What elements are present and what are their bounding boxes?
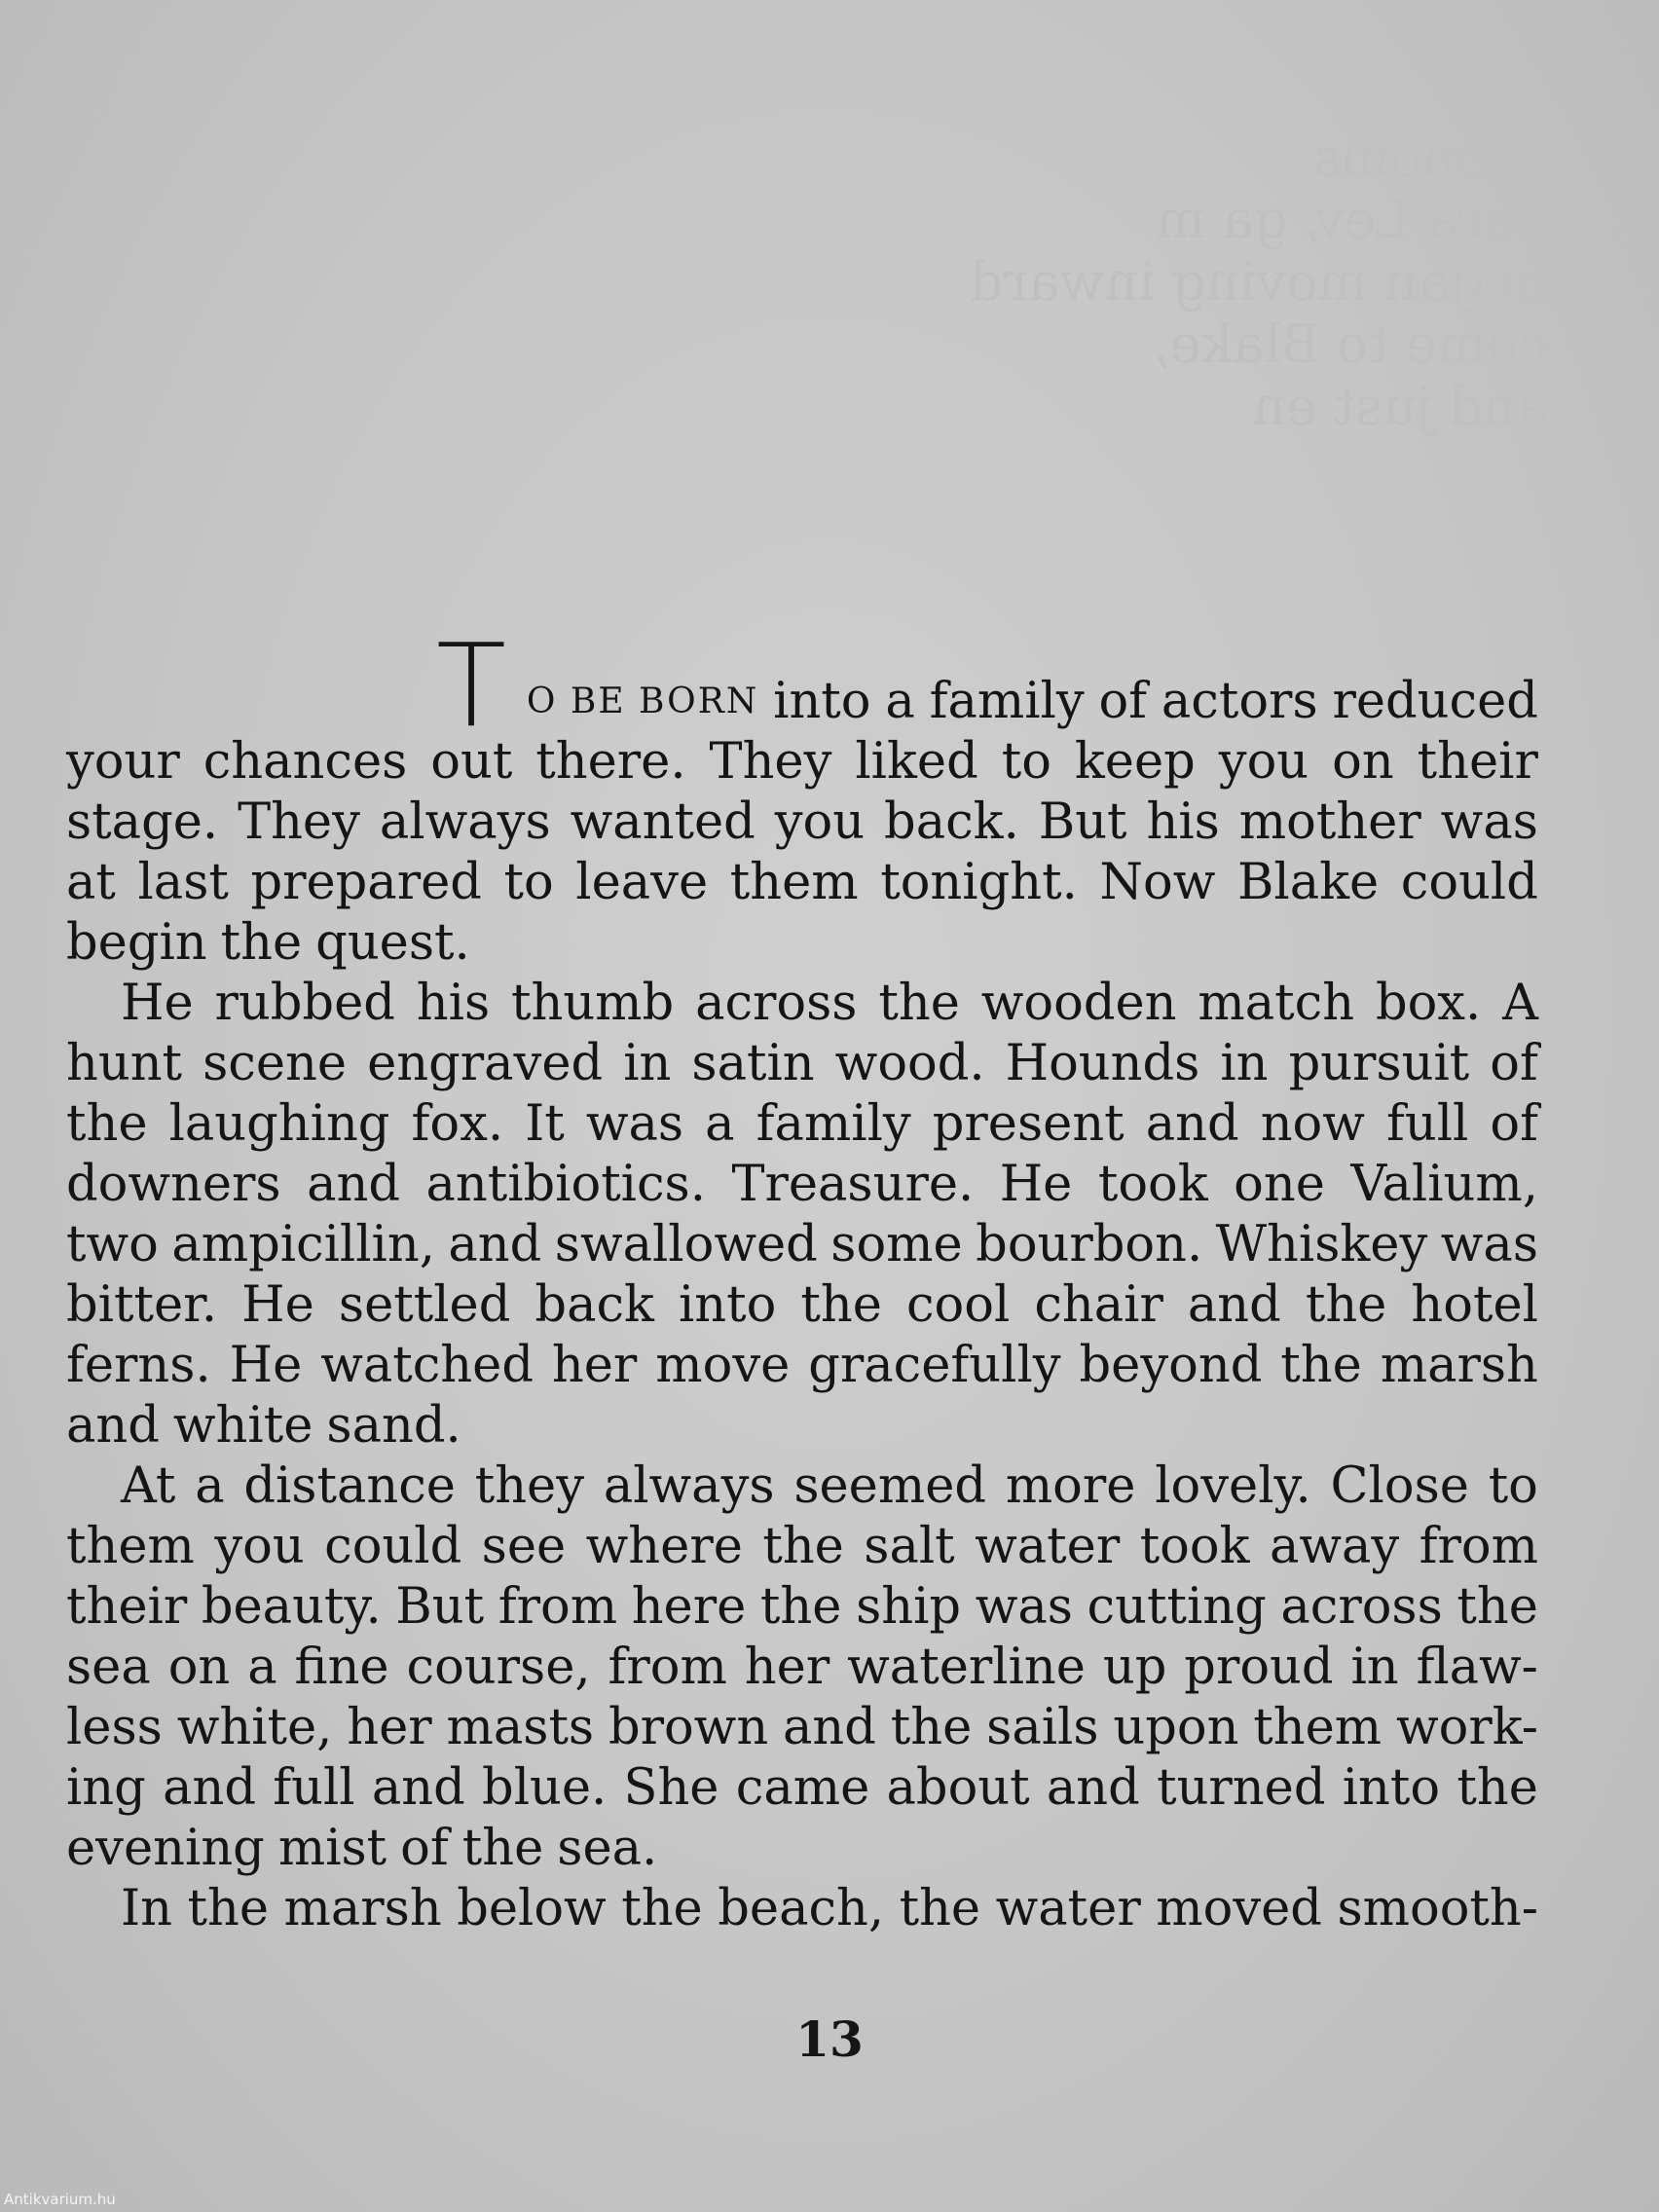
- text-line: hunt scene engraved in satin wood. Hounds in pursuit of: [66, 1035, 1538, 1092]
- showthrough-line: began moving inward: [969, 251, 1548, 313]
- text-line: evening mist of the sea.: [66, 1820, 658, 1877]
- page-number: 13: [795, 2010, 864, 2068]
- small-caps-lead: O BE BORN: [526, 682, 759, 721]
- text-line: at last prepared to leave them tonight. Now Blake could: [66, 854, 1538, 911]
- text-line: less white, her masts brown and the sails upon them work-: [66, 1699, 1538, 1756]
- text-line: At a distance they always seemed more lovely. Close to: [121, 1457, 1538, 1515]
- text-line: ing and full and blue. She came about and turned into the: [66, 1759, 1538, 1817]
- reverse-side-showthrough: [224, 127, 1548, 438]
- text-line: stage. They always wanted you back. But his mother was: [66, 793, 1538, 851]
- text-line: their beauty. But from here the ship was cutting across the: [66, 1578, 1538, 1636]
- text-line: T O BE BORN into a family of actors reduced: [436, 618, 1538, 753]
- text-line: two ampicillin, and swallowed some bourbon. Whiskey was: [66, 1216, 1538, 1273]
- text-line: downers and antibiotics. Treasure. He took one Valium,: [66, 1156, 1538, 1213]
- text-line: them you could see where the salt water took away from: [66, 1518, 1538, 1575]
- text-line: bitter. He settled back into the cool chair and the hotel: [66, 1276, 1538, 1334]
- showthrough-line: Para Lev, ga m: [1156, 189, 1548, 250]
- text-line: He rubbed his thumb across the wooden match box. A: [121, 975, 1538, 1032]
- showthrough-line: economs: [1313, 127, 1548, 188]
- paragraph: [66, 974, 1538, 1456]
- text-line: begin the quest.: [66, 914, 470, 972]
- showthrough-line: come to Blake,: [1153, 313, 1548, 375]
- text-line: ferns. He watched her move gracefully beyond the marsh: [66, 1337, 1538, 1394]
- paragraph: [66, 618, 1538, 974]
- text-line: In the marsh below the beach, the water moved smooth-: [121, 1880, 1538, 1937]
- text-line: sea on a fine course, from her waterline up proud in flaw-: [66, 1639, 1538, 1696]
- text-line: and white sand.: [66, 1397, 461, 1455]
- drop-cap: T: [436, 618, 507, 753]
- showthrough-line: and just en: [1252, 376, 1548, 437]
- text-line: the laughing fox. It was a family present and now full of: [66, 1095, 1538, 1153]
- body-text: [66, 618, 1538, 1939]
- paragraph: [66, 1879, 1538, 1939]
- watermark: Antikvarium.hu: [4, 2191, 116, 2208]
- text-line: your chances out there. They liked to keep you on their: [66, 733, 1538, 791]
- paragraph: [66, 1456, 1538, 1879]
